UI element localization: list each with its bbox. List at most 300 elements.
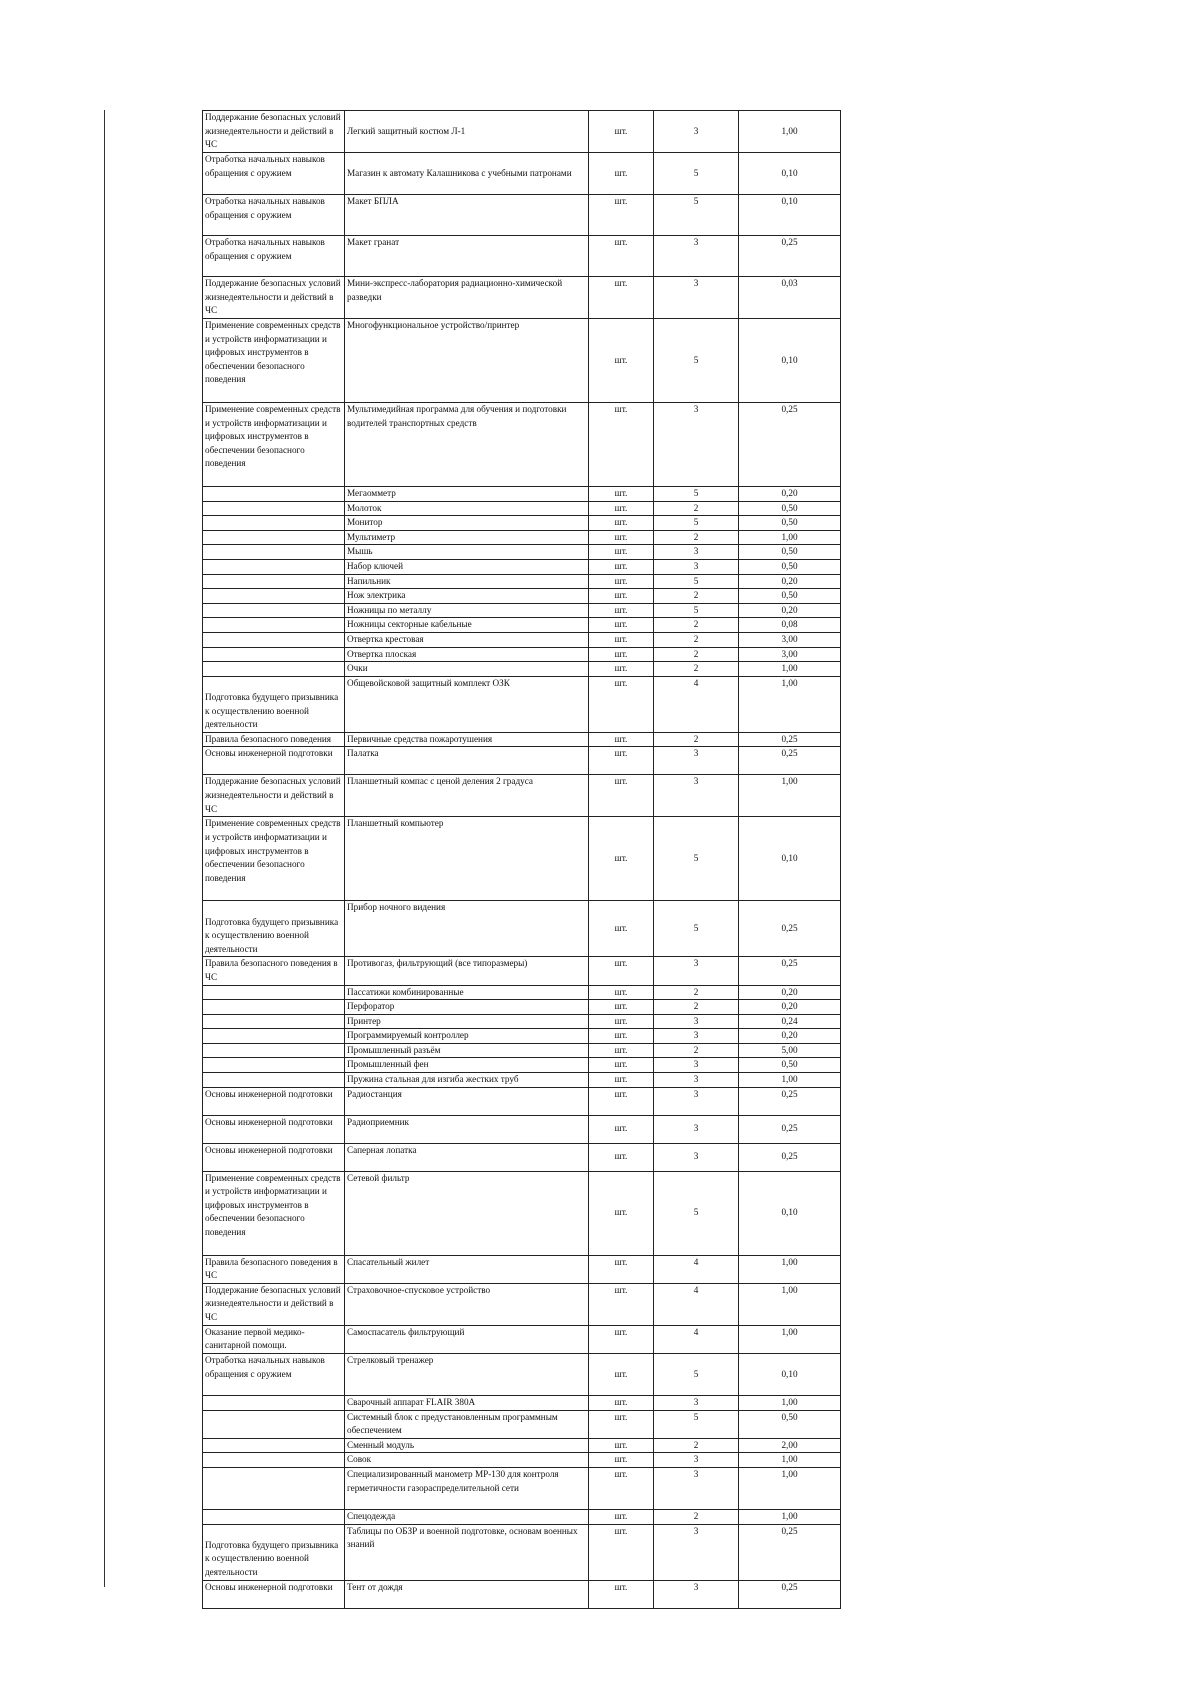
value-cell: 3,00	[739, 632, 841, 647]
section-cell: Поддержание безопасных условий жизнедеятельности и действий в ЧС	[203, 277, 345, 319]
value-cell: 1,00	[739, 1283, 841, 1325]
section-cell	[203, 1468, 345, 1510]
unit-cell: шт.	[589, 1087, 654, 1115]
value-cell: 0,20	[739, 603, 841, 618]
item-cell: Набор ключей	[345, 559, 589, 574]
value-cell: 0,50	[739, 589, 841, 604]
section-cell	[203, 647, 345, 662]
unit-cell: шт.	[589, 1580, 654, 1608]
quantity-cell: 3	[654, 277, 739, 319]
section-cell	[203, 632, 345, 647]
quantity-cell: 2	[654, 1438, 739, 1453]
unit-cell: шт.	[589, 195, 654, 236]
section-cell	[203, 1000, 345, 1015]
section-cell	[203, 662, 345, 677]
table-row	[203, 618, 841, 633]
value-cell: 0,20	[739, 985, 841, 1000]
item-cell: Страховочное-спусковое устройство	[345, 1283, 589, 1325]
table-row	[203, 1325, 841, 1353]
value-cell: 0,25	[739, 1580, 841, 1608]
unit-cell: шт.	[589, 603, 654, 618]
table-row	[203, 1354, 841, 1396]
section-cell	[203, 1058, 345, 1073]
section-cell: Отработка начальных навыков обращения с оружием	[203, 236, 345, 277]
section-cell	[203, 1510, 345, 1525]
unit-cell: шт.	[589, 901, 654, 957]
quantity-cell: 3	[654, 1115, 739, 1143]
quantity-cell: 5	[654, 516, 739, 531]
item-cell: Таблицы по ОБЗР и военной подготовке, основам военных знаний	[345, 1524, 589, 1580]
unit-cell: шт.	[589, 574, 654, 589]
value-cell: 0,50	[739, 1058, 841, 1073]
quantity-cell: 4	[654, 1283, 739, 1325]
section-cell: Отработка начальных навыков обращения с оружием	[203, 153, 345, 195]
item-cell: Совок	[345, 1453, 589, 1468]
value-cell: 1,00	[739, 676, 841, 732]
item-cell: Спецодежда	[345, 1510, 589, 1525]
quantity-cell: 3	[654, 111, 739, 153]
table-row	[203, 236, 841, 277]
section-cell	[203, 1453, 345, 1468]
quantity-cell: 5	[654, 574, 739, 589]
section-cell: Подготовка будущего призывника к осуществлению военной деятельности	[203, 901, 345, 957]
value-cell: 0,25	[739, 732, 841, 747]
value-cell: 3,00	[739, 647, 841, 662]
item-cell: Принтер	[345, 1014, 589, 1029]
item-cell: Спасательный жилет	[345, 1255, 589, 1283]
unit-cell: шт.	[589, 1029, 654, 1044]
item-cell: Общевойсковой защитный комплект ОЗК	[345, 676, 589, 732]
value-cell: 0,10	[739, 1171, 841, 1255]
table-row	[203, 1283, 841, 1325]
section-cell	[203, 501, 345, 516]
section-cell	[203, 1438, 345, 1453]
value-cell: 0,10	[739, 319, 841, 403]
value-cell: 0,25	[739, 747, 841, 775]
value-cell: 1,00	[739, 1325, 841, 1353]
section-cell	[203, 530, 345, 545]
unit-cell: шт.	[589, 403, 654, 487]
quantity-cell: 2	[654, 632, 739, 647]
table-row	[203, 647, 841, 662]
unit-cell: шт.	[589, 1453, 654, 1468]
table-row	[203, 817, 841, 901]
item-cell: Палатка	[345, 747, 589, 775]
value-cell: 0,20	[739, 487, 841, 502]
quantity-cell: 5	[654, 195, 739, 236]
table-row	[203, 195, 841, 236]
section-cell	[203, 516, 345, 531]
item-cell: Мышь	[345, 545, 589, 560]
quantity-cell: 3	[654, 1014, 739, 1029]
section-cell	[203, 574, 345, 589]
unit-cell: шт.	[589, 732, 654, 747]
quantity-cell: 5	[654, 1171, 739, 1255]
item-cell: Очки	[345, 662, 589, 677]
item-cell: Макет БПЛА	[345, 195, 589, 236]
table-row	[203, 559, 841, 574]
section-cell: Основы инженерной подготовки	[203, 747, 345, 775]
table-row	[203, 1453, 841, 1468]
section-cell: Отработка начальных навыков обращения с оружием	[203, 1354, 345, 1396]
value-cell: 0,25	[739, 236, 841, 277]
quantity-cell: 3	[654, 545, 739, 560]
quantity-cell: 5	[654, 817, 739, 901]
value-cell: 1,00	[739, 1396, 841, 1411]
value-cell: 0,25	[739, 1087, 841, 1115]
section-cell	[203, 618, 345, 633]
unit-cell: шт.	[589, 1510, 654, 1525]
table-row	[203, 1410, 841, 1438]
unit-cell: шт.	[589, 1524, 654, 1580]
table-row	[203, 111, 841, 153]
quantity-cell: 2	[654, 1000, 739, 1015]
value-cell: 1,00	[739, 775, 841, 817]
quantity-cell: 3	[654, 236, 739, 277]
item-cell: Перфоратор	[345, 1000, 589, 1015]
value-cell: 0,10	[739, 1354, 841, 1396]
table-row	[203, 1468, 841, 1510]
item-cell: Радиостанция	[345, 1087, 589, 1115]
table-row	[203, 516, 841, 531]
section-cell: Основы инженерной подготовки	[203, 1087, 345, 1115]
value-cell: 0,25	[739, 1143, 841, 1171]
section-cell	[203, 545, 345, 560]
quantity-cell: 5	[654, 603, 739, 618]
unit-cell: шт.	[589, 277, 654, 319]
item-cell: Сварочный аппарат FLAIR 380A	[345, 1396, 589, 1411]
table-row	[203, 403, 841, 487]
item-cell: Пассатижи комбинированные	[345, 985, 589, 1000]
item-cell: Тент от дождя	[345, 1580, 589, 1608]
table-row	[203, 662, 841, 677]
item-cell: Пружина стальная для изгиба жестких труб	[345, 1073, 589, 1088]
section-cell: Поддержание безопасных условий жизнедеятельности и действий в ЧС	[203, 775, 345, 817]
table-row	[203, 277, 841, 319]
unit-cell: шт.	[589, 647, 654, 662]
quantity-cell: 3	[654, 1029, 739, 1044]
quantity-cell: 5	[654, 901, 739, 957]
table-row	[203, 1058, 841, 1073]
value-cell: 0,50	[739, 516, 841, 531]
quantity-cell: 3	[654, 559, 739, 574]
value-cell: 0,50	[739, 1410, 841, 1438]
unit-cell: шт.	[589, 1410, 654, 1438]
quantity-cell: 5	[654, 153, 739, 195]
table-row	[203, 1000, 841, 1015]
value-cell: 1,00	[739, 1510, 841, 1525]
table-row	[203, 574, 841, 589]
quantity-cell: 3	[654, 1087, 739, 1115]
item-cell: Стрелковый тренажер	[345, 1354, 589, 1396]
table-row	[203, 1043, 841, 1058]
quantity-cell: 3	[654, 775, 739, 817]
item-cell: Прибор ночного видения	[345, 901, 589, 957]
value-cell: 1,00	[739, 1453, 841, 1468]
table-row	[203, 732, 841, 747]
table-row	[203, 1580, 841, 1608]
section-cell	[203, 985, 345, 1000]
table-row	[203, 530, 841, 545]
unit-cell: шт.	[589, 1354, 654, 1396]
table-row	[203, 603, 841, 618]
unit-cell: шт.	[589, 1000, 654, 1015]
table-row	[203, 775, 841, 817]
unit-cell: шт.	[589, 1468, 654, 1510]
table-row	[203, 1524, 841, 1580]
table-row	[203, 1029, 841, 1044]
quantity-cell: 3	[654, 747, 739, 775]
equipment-table-body	[203, 111, 841, 1609]
unit-cell: шт.	[589, 775, 654, 817]
value-cell: 0,50	[739, 559, 841, 574]
item-cell: Нож электрика	[345, 589, 589, 604]
section-cell: Применение современных средств и устройств информатизации и цифровых инструментов в обеспечении безопасного поведения	[203, 1171, 345, 1255]
section-cell: Отработка начальных навыков обращения с оружием	[203, 195, 345, 236]
section-cell: Правила безопасного поведения	[203, 732, 345, 747]
value-cell: 0,10	[739, 817, 841, 901]
value-cell: 0,50	[739, 501, 841, 516]
quantity-cell: 2	[654, 732, 739, 747]
quantity-cell: 2	[654, 662, 739, 677]
table-row	[203, 1087, 841, 1115]
item-cell: Программируемый контроллер	[345, 1029, 589, 1044]
item-cell: Мультимедийная программа для обучения и подготовки водителей транспортных средств	[345, 403, 589, 487]
section-cell: Подготовка будущего призывника к осуществлению военной деятельности	[203, 676, 345, 732]
quantity-cell: 3	[654, 1580, 739, 1608]
quantity-cell: 3	[654, 1143, 739, 1171]
item-cell: Монитор	[345, 516, 589, 531]
quantity-cell: 2	[654, 618, 739, 633]
unit-cell: шт.	[589, 545, 654, 560]
unit-cell: шт.	[589, 516, 654, 531]
item-cell: Планшетный компас с ценой деления 2 градуса	[345, 775, 589, 817]
quantity-cell: 5	[654, 1410, 739, 1438]
unit-cell: шт.	[589, 153, 654, 195]
item-cell: Многофункциональное устройство/принтер	[345, 319, 589, 403]
section-cell	[203, 1396, 345, 1411]
item-cell: Самоспасатель фильтрующий	[345, 1325, 589, 1353]
quantity-cell: 5	[654, 319, 739, 403]
table-row	[203, 985, 841, 1000]
quantity-cell: 5	[654, 487, 739, 502]
table-row	[203, 1171, 841, 1255]
unit-cell: шт.	[589, 632, 654, 647]
table-row	[203, 676, 841, 732]
table-row	[203, 747, 841, 775]
unit-cell: шт.	[589, 1396, 654, 1411]
section-cell: Применение современных средств и устройств информатизации и цифровых инструментов в обеспечении безопасного поведения	[203, 319, 345, 403]
unit-cell: шт.	[589, 1255, 654, 1283]
quantity-cell: 3	[654, 1058, 739, 1073]
quantity-cell: 2	[654, 589, 739, 604]
quantity-cell: 3	[654, 403, 739, 487]
item-cell: Противогаз, фильтрующий (все типоразмеры)	[345, 957, 589, 985]
table-row	[203, 319, 841, 403]
item-cell: Мультиметр	[345, 530, 589, 545]
quantity-cell: 2	[654, 530, 739, 545]
value-cell: 2,00	[739, 1438, 841, 1453]
quantity-cell: 3	[654, 1073, 739, 1088]
quantity-cell: 3	[654, 1468, 739, 1510]
unit-cell: шт.	[589, 985, 654, 1000]
section-cell: Оказание первой медико-санитарной помощи.	[203, 1325, 345, 1353]
value-cell: 0,20	[739, 1029, 841, 1044]
value-cell: 1,00	[739, 111, 841, 153]
section-cell: Правила безопасного поведения в ЧС	[203, 957, 345, 985]
item-cell: Легкий защитный костюм Л-1	[345, 111, 589, 153]
unit-cell: шт.	[589, 1171, 654, 1255]
item-cell: Мегаомметр	[345, 487, 589, 502]
item-cell: Планшетный компьютер	[345, 817, 589, 901]
item-cell: Ножницы секторные кабельные	[345, 618, 589, 633]
unit-cell: шт.	[589, 676, 654, 732]
value-cell: 0,20	[739, 574, 841, 589]
table-row	[203, 901, 841, 957]
quantity-cell: 2	[654, 1043, 739, 1058]
table-row	[203, 1255, 841, 1283]
value-cell: 1,00	[739, 530, 841, 545]
value-cell: 0,25	[739, 1115, 841, 1143]
item-cell: Специализированный манометр МР-130 для контроля герметичности газораспределительной сети	[345, 1468, 589, 1510]
section-cell	[203, 1043, 345, 1058]
section-cell: Применение современных средств и устройств информатизации и цифровых инструментов в обеспечении безопасного поведения	[203, 403, 345, 487]
section-cell	[203, 1410, 345, 1438]
item-cell: Отвертка плоская	[345, 647, 589, 662]
item-cell: Саперная лопатка	[345, 1143, 589, 1171]
unit-cell: шт.	[589, 111, 654, 153]
unit-cell: шт.	[589, 1058, 654, 1073]
unit-cell: шт.	[589, 559, 654, 574]
section-cell: Применение современных средств и устройств информатизации и цифровых инструментов в обеспечении безопасного поведения	[203, 817, 345, 901]
quantity-cell: 4	[654, 1325, 739, 1353]
item-cell: Напильник	[345, 574, 589, 589]
table-row	[203, 153, 841, 195]
unit-cell: шт.	[589, 957, 654, 985]
section-cell	[203, 559, 345, 574]
table-row	[203, 632, 841, 647]
item-cell: Ножницы по металлу	[345, 603, 589, 618]
item-cell: Системный блок с предустановленным программным обеспечением	[345, 1410, 589, 1438]
unit-cell: шт.	[589, 501, 654, 516]
unit-cell: шт.	[589, 817, 654, 901]
unit-cell: шт.	[589, 618, 654, 633]
unit-cell: шт.	[589, 662, 654, 677]
item-cell: Радиоприемник	[345, 1115, 589, 1143]
table-row	[203, 1438, 841, 1453]
section-cell: Основы инженерной подготовки	[203, 1115, 345, 1143]
value-cell: 0,25	[739, 901, 841, 957]
item-cell: Промышленный фен	[345, 1058, 589, 1073]
section-cell: Основы инженерной подготовки	[203, 1143, 345, 1171]
unit-cell: шт.	[589, 589, 654, 604]
value-cell: 0,25	[739, 957, 841, 985]
unit-cell: шт.	[589, 1115, 654, 1143]
table-row	[203, 487, 841, 502]
table-row	[203, 1143, 841, 1171]
value-cell: 1,00	[739, 1468, 841, 1510]
unit-cell: шт.	[589, 747, 654, 775]
item-cell: Сетевой фильтр	[345, 1171, 589, 1255]
quantity-cell: 2	[654, 985, 739, 1000]
unit-cell: шт.	[589, 487, 654, 502]
quantity-cell: 4	[654, 676, 739, 732]
value-cell: 0,20	[739, 1000, 841, 1015]
quantity-cell: 2	[654, 501, 739, 516]
unit-cell: шт.	[589, 1325, 654, 1353]
value-cell: 0,50	[739, 545, 841, 560]
table-row	[203, 589, 841, 604]
section-cell	[203, 487, 345, 502]
section-cell: Подготовка будущего призывника к осуществлению военной деятельности	[203, 1524, 345, 1580]
item-cell: Макет гранат	[345, 236, 589, 277]
quantity-cell: 4	[654, 1255, 739, 1283]
unit-cell: шт.	[589, 236, 654, 277]
value-cell: 1,00	[739, 1073, 841, 1088]
item-cell: Отвертка крестовая	[345, 632, 589, 647]
section-cell	[203, 589, 345, 604]
quantity-cell: 3	[654, 1396, 739, 1411]
section-cell: Поддержание безопасных условий жизнедеятельности и действий в ЧС	[203, 111, 345, 153]
quantity-cell: 5	[654, 1354, 739, 1396]
section-cell	[203, 1014, 345, 1029]
item-cell: Промышленный разъём	[345, 1043, 589, 1058]
unit-cell: шт.	[589, 1014, 654, 1029]
value-cell: 0,25	[739, 1524, 841, 1580]
table-row	[203, 957, 841, 985]
table-row	[203, 1510, 841, 1525]
item-cell: Первичные средства пожаротушения	[345, 732, 589, 747]
quantity-cell: 3	[654, 1524, 739, 1580]
quantity-cell: 3	[654, 1453, 739, 1468]
section-cell: Правила безопасного поведения в ЧС	[203, 1255, 345, 1283]
value-cell: 1,00	[739, 1255, 841, 1283]
item-cell: Молоток	[345, 501, 589, 516]
section-cell: Поддержание безопасных условий жизнедеятельности и действий в ЧС	[203, 1283, 345, 1325]
value-cell: 0,10	[739, 153, 841, 195]
unit-cell: шт.	[589, 1143, 654, 1171]
table-row	[203, 1115, 841, 1143]
table-row	[203, 1396, 841, 1411]
unit-cell: шт.	[589, 1283, 654, 1325]
quantity-cell: 2	[654, 1510, 739, 1525]
unit-cell: шт.	[589, 319, 654, 403]
unit-cell: шт.	[589, 530, 654, 545]
table-row	[203, 1014, 841, 1029]
unit-cell: шт.	[589, 1438, 654, 1453]
value-cell: 5,00	[739, 1043, 841, 1058]
section-cell: Основы инженерной подготовки	[203, 1580, 345, 1608]
value-cell: 0,10	[739, 195, 841, 236]
item-cell: Мини-экспресс-лаборатория радиационно-химической разведки	[345, 277, 589, 319]
value-cell: 0,03	[739, 277, 841, 319]
unit-cell: шт.	[589, 1073, 654, 1088]
section-cell	[203, 1029, 345, 1044]
table-row	[203, 1073, 841, 1088]
section-cell	[203, 1073, 345, 1088]
unit-cell: шт.	[589, 1043, 654, 1058]
quantity-cell: 2	[654, 647, 739, 662]
item-cell: Магазин к автомату Калашникова с учебными патронами	[345, 153, 589, 195]
section-cell	[203, 603, 345, 618]
table-row	[203, 545, 841, 560]
equipment-table	[202, 110, 841, 1609]
value-cell: 0,25	[739, 403, 841, 487]
value-cell: 1,00	[739, 662, 841, 677]
item-cell: Сменный модуль	[345, 1438, 589, 1453]
table-row	[203, 501, 841, 516]
value-cell: 0,24	[739, 1014, 841, 1029]
